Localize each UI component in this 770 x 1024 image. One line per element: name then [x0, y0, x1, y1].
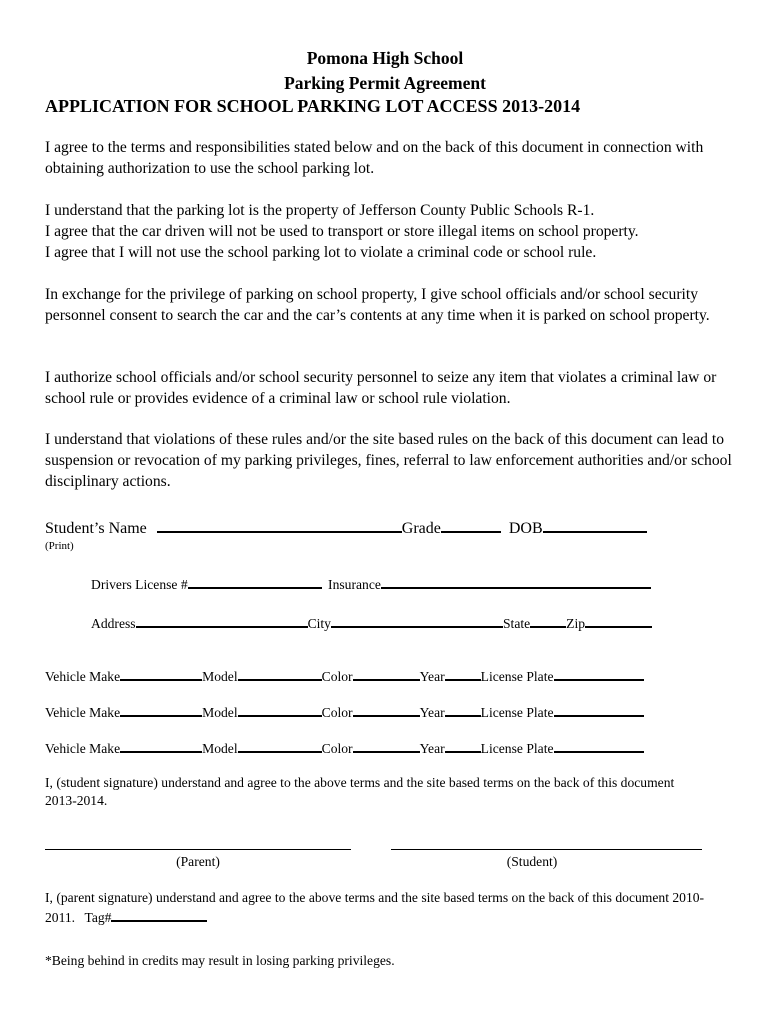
license-plate-field[interactable]: [554, 702, 644, 717]
student-agreement-text: I, (student signature) understand and agree to the above terms and the site based terms on the back of this document 2013-2014.: [45, 775, 675, 808]
state-label: State: [502, 616, 531, 631]
address-label: Address: [91, 616, 136, 631]
vehicle-year-label: Year: [419, 741, 445, 756]
agreement-line: I agree that the car driven will not be used to transport or store illegal items on school property.: [45, 223, 639, 240]
parent-agreement: [45, 889, 705, 927]
print-note: (Print): [45, 540, 74, 552]
student-signature-label: (Student): [506, 854, 558, 869]
tag-field[interactable]: [111, 907, 207, 922]
agreement-paragraph-2: [45, 200, 745, 263]
vehicle-make-field[interactable]: [120, 702, 202, 717]
vehicle-color-field[interactable]: [353, 666, 420, 681]
address-field[interactable]: [136, 613, 308, 628]
city-field[interactable]: [331, 613, 503, 628]
vehicle-make-field[interactable]: [120, 666, 202, 681]
vehicle-model-label: Model: [202, 705, 238, 720]
vehicle-color-label: Color: [321, 741, 353, 756]
vehicle-make-label: Vehicle Make: [45, 705, 121, 720]
grade-field[interactable]: [441, 518, 501, 533]
license-plate-label: License Plate: [480, 741, 554, 756]
vehicle-model-label: Model: [202, 669, 238, 684]
agreement-paragraph-5: I understand that violations of these rules and/or the site based rules on the back of this document can lead to suspension or revocation of my parking privileges, fines, referral to law enforcement authorities and/or school disciplinary actions.: [45, 431, 732, 490]
parent-agreement-text: I, (parent signature) understand and agree to the above terms and the site based terms on the back of this document 2010-2011.: [45, 890, 705, 925]
vehicle-year-field[interactable]: [445, 702, 481, 717]
drivers-license-field[interactable]: [188, 574, 322, 589]
parent-signature-label: (Parent): [176, 854, 220, 869]
vehicle-row-1: [45, 666, 644, 685]
agreement-paragraph-4: I authorize school officials and/or school security personnel to seize any item that violates a criminal law or school rule or provides evidence of a criminal law or school rule violation.: [45, 369, 717, 407]
state-field[interactable]: [530, 613, 566, 628]
vehicle-model-field[interactable]: [238, 666, 322, 681]
address-row: [91, 613, 652, 632]
vehicle-model-field[interactable]: [238, 702, 322, 717]
vehicle-row-3: [45, 738, 644, 757]
vehicle-year-label: Year: [419, 705, 445, 720]
school-name: Pomona High School: [306, 48, 464, 68]
license-insurance-row: [91, 574, 651, 593]
license-plate-label: License Plate: [480, 669, 554, 684]
student-name-label: Student’s Name: [45, 520, 147, 537]
vehicle-model-field[interactable]: [238, 738, 322, 753]
vehicle-year-field[interactable]: [445, 666, 481, 681]
agreement-line: I understand that the parking lot is the property of Jefferson County Public Schools R-1.: [45, 202, 595, 219]
vehicle-color-label: Color: [321, 705, 353, 720]
vehicle-color-field[interactable]: [353, 702, 420, 717]
vehicle-row-2: [45, 702, 644, 721]
vehicle-year-field[interactable]: [445, 738, 481, 753]
vehicle-color-label: Color: [321, 669, 353, 684]
dob-field[interactable]: [543, 518, 647, 533]
student-info-row: [45, 518, 647, 538]
vehicle-color-field[interactable]: [353, 738, 420, 753]
license-plate-field[interactable]: [554, 666, 644, 681]
credits-footnote: *Being behind in credits may result in losing parking privileges.: [45, 953, 395, 968]
zip-field[interactable]: [585, 613, 652, 628]
insurance-label: Insurance: [328, 577, 381, 592]
vehicle-make-label: Vehicle Make: [45, 669, 121, 684]
student-name-field[interactable]: [157, 518, 402, 533]
application-title: APPLICATION FOR SCHOOL PARKING LOT ACCESS 2013-2014: [45, 96, 581, 116]
zip-label: Zip: [566, 616, 586, 631]
vehicle-model-label: Model: [202, 741, 238, 756]
form-subtitle: Parking Permit Agreement: [284, 73, 486, 93]
student-signature-line[interactable]: [391, 849, 702, 850]
vehicle-make-label: Vehicle Make: [45, 741, 121, 756]
vehicle-make-field[interactable]: [120, 738, 202, 753]
agreement-paragraph-3: In exchange for the privilege of parking on school property, I give school officials and/or school security personnel consent to search the car and the car’s contents at any time when it is parked on school property.: [45, 286, 710, 324]
agreement-paragraph-1: I agree to the terms and responsibilities stated below and on the back of this document in connection with obtaining authorization to use the school parking lot.: [45, 139, 704, 177]
drivers-license-label: Drivers License #: [91, 577, 188, 592]
agreement-line: I agree that I will not use the school parking lot to violate a criminal code or school rule.: [45, 244, 597, 261]
tag-label: Tag#: [84, 910, 112, 925]
insurance-field[interactable]: [381, 574, 651, 589]
grade-label: Grade: [401, 520, 441, 537]
dob-label: DOB: [508, 520, 543, 537]
license-plate-label: License Plate: [480, 705, 554, 720]
vehicle-year-label: Year: [419, 669, 445, 684]
parent-signature-line[interactable]: [45, 849, 351, 850]
city-label: City: [307, 616, 331, 631]
license-plate-field[interactable]: [554, 738, 644, 753]
